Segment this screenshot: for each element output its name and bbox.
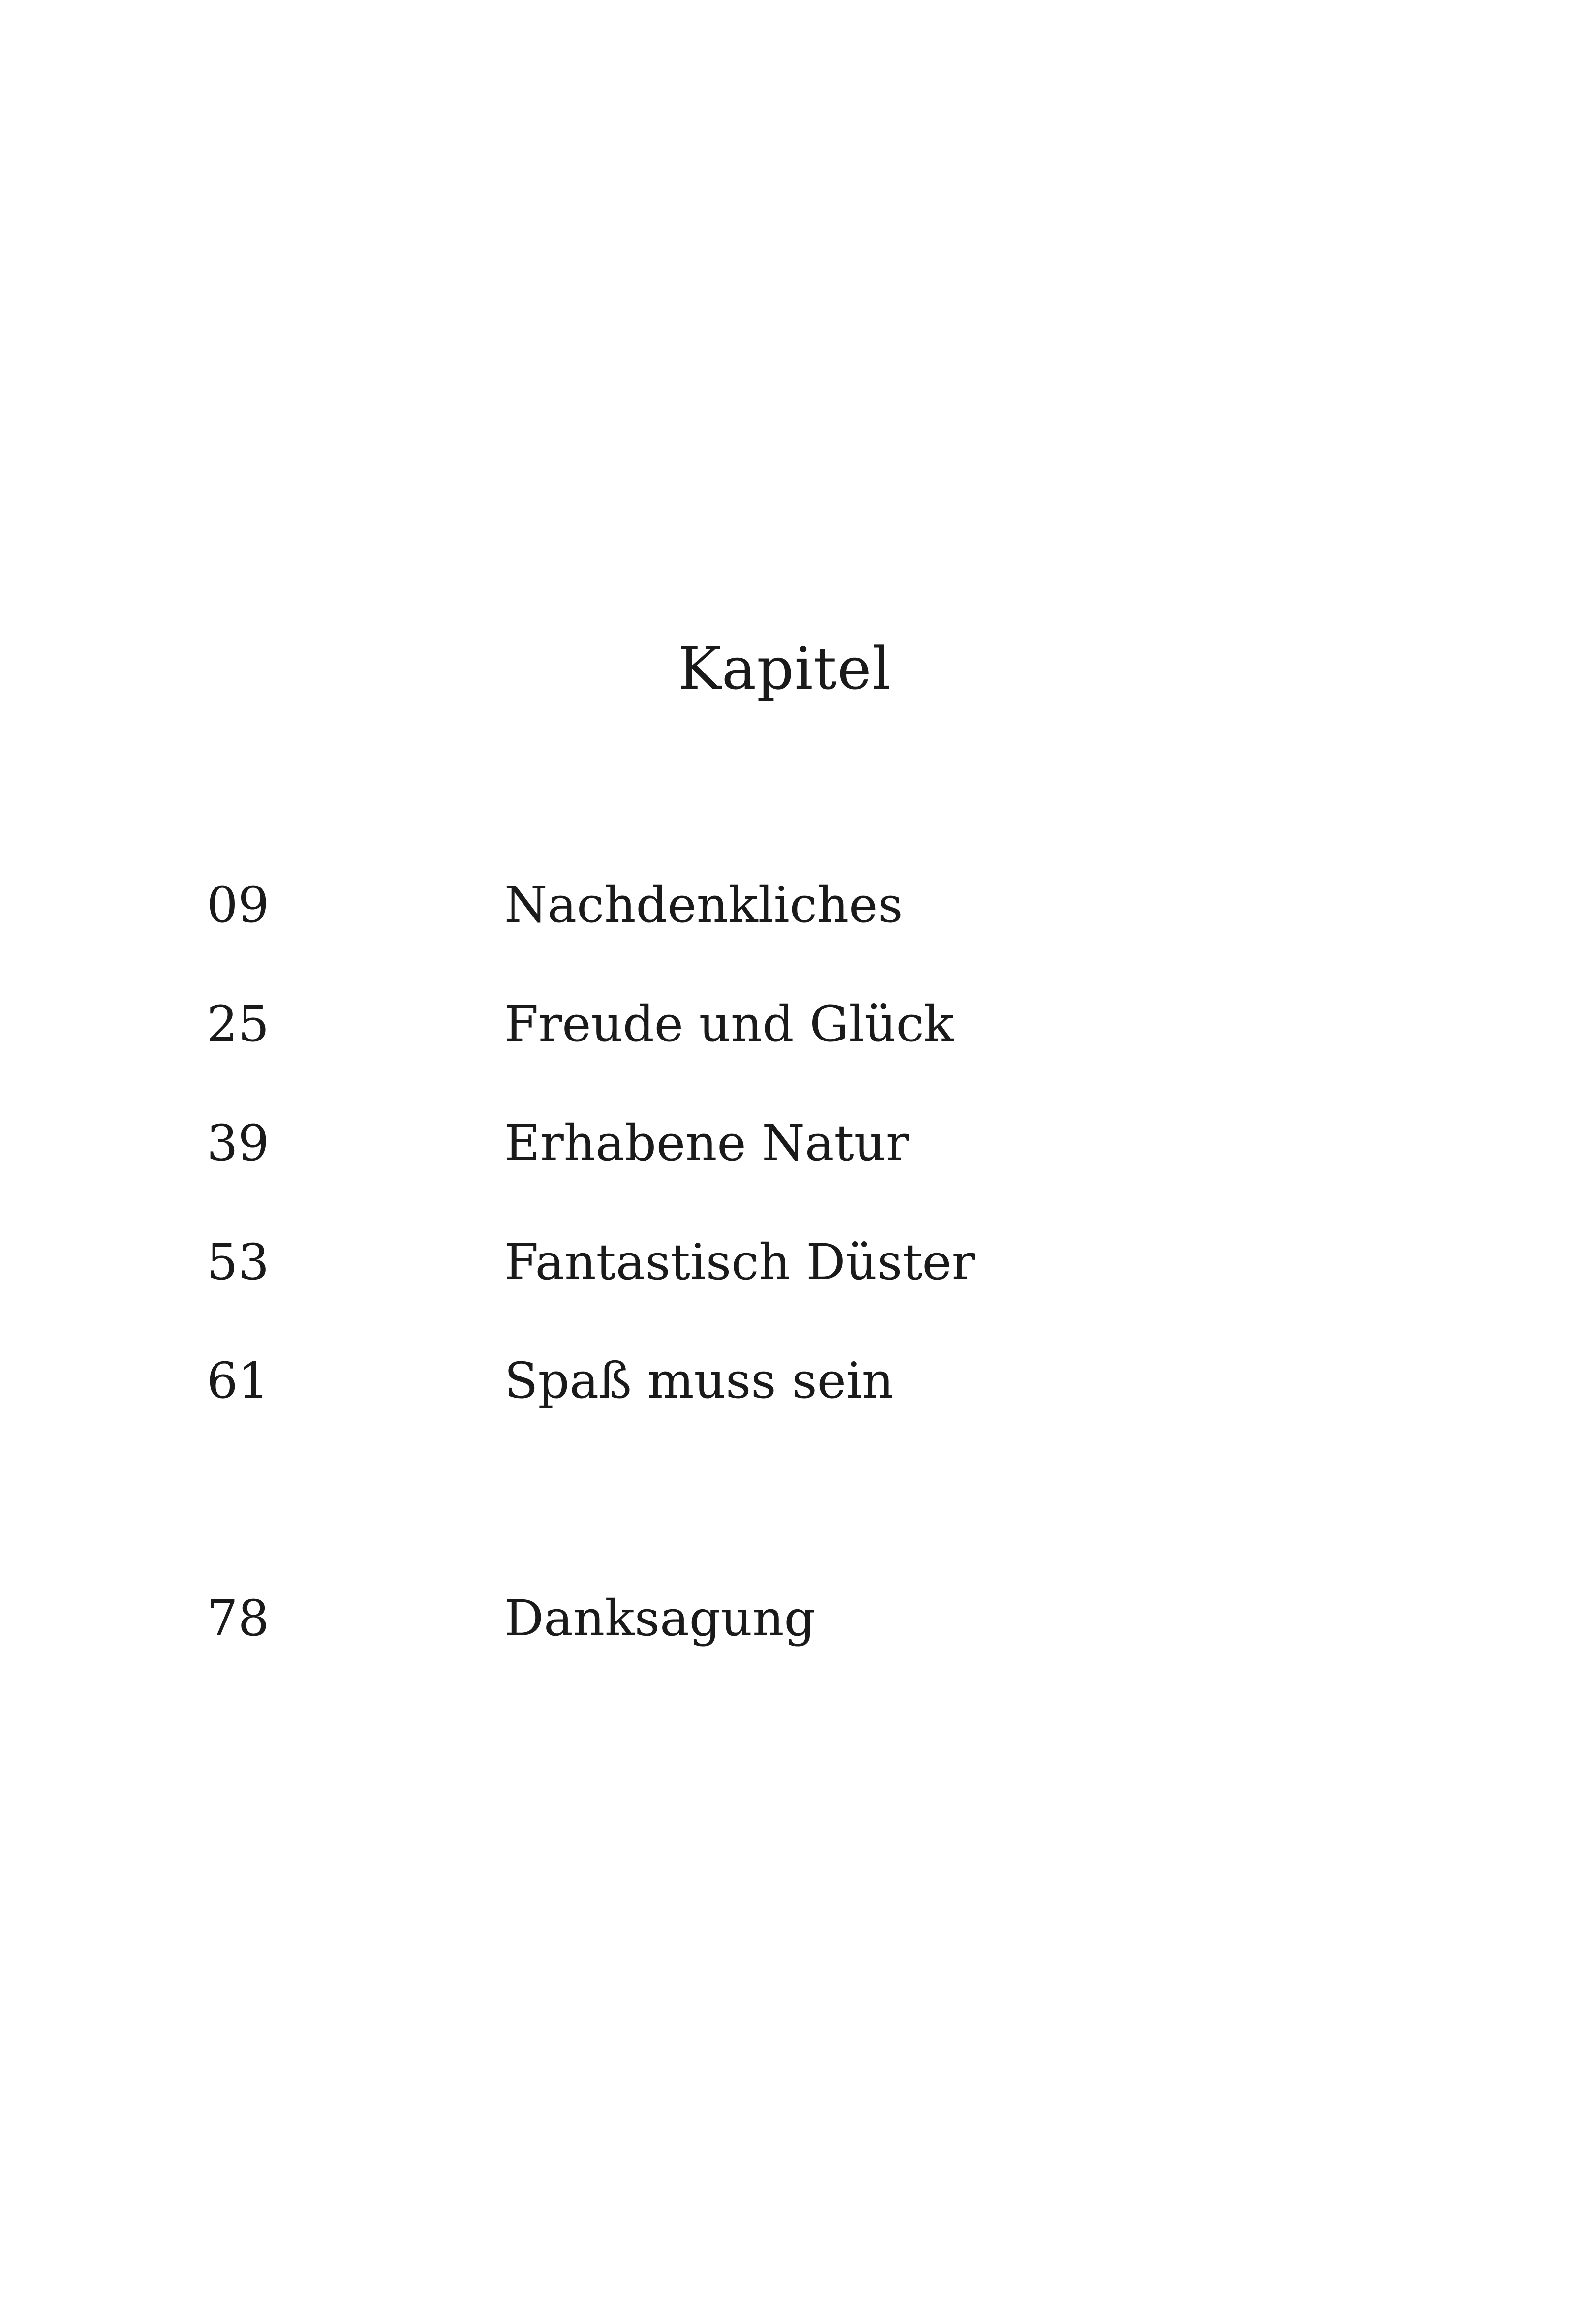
- toc-chapter-title: Freude und Glück: [504, 995, 954, 1053]
- toc-entry: [0, 1352, 1569, 1420]
- toc-page-number: 53: [207, 1233, 270, 1291]
- toc-chapter-title: Fantastisch Düster: [504, 1233, 975, 1291]
- toc-entry: [0, 876, 1569, 945]
- toc-entry: [0, 1114, 1569, 1183]
- toc-page-number: 09: [207, 876, 270, 934]
- toc-entry: [0, 1590, 1569, 1658]
- toc-page-number: 78: [207, 1590, 270, 1647]
- toc-chapter-title: Spaß muss sein: [504, 1352, 894, 1409]
- toc-chapter-title: Nachdenkliches: [504, 876, 903, 934]
- toc-page-number: 39: [207, 1114, 270, 1172]
- toc-page-number: 61: [207, 1352, 270, 1409]
- toc-entry: [0, 995, 1569, 1064]
- toc-chapter-title: Danksagung: [504, 1590, 816, 1647]
- page-heading: Kapitel: [677, 635, 892, 703]
- toc-entry: [0, 1233, 1569, 1302]
- toc-page-number: 25: [207, 995, 270, 1053]
- toc-chapter-title: Erhabene Natur: [504, 1114, 909, 1172]
